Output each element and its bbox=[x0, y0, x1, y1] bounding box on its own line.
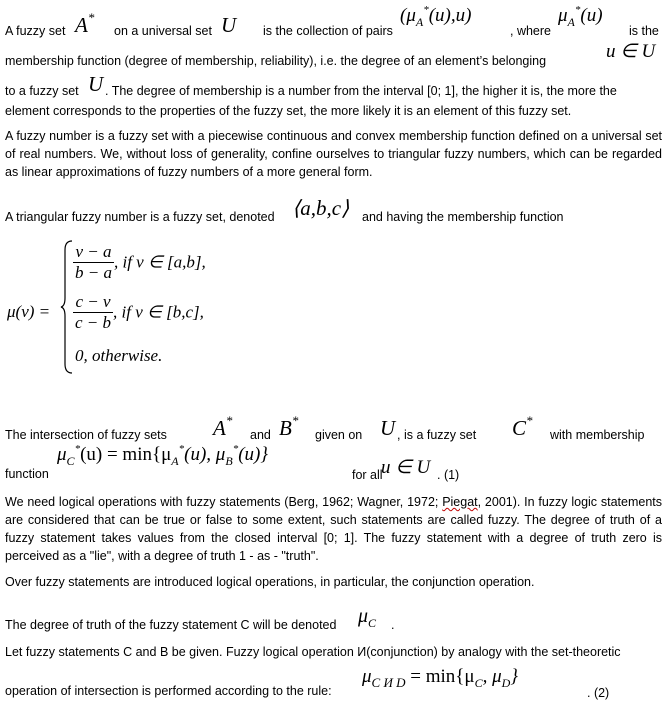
math-U: U bbox=[380, 416, 396, 440]
math-C-star: C* bbox=[512, 413, 533, 440]
text: with membership bbox=[550, 428, 645, 442]
math-u-in-U: u ∈ U bbox=[606, 41, 656, 62]
text: The intersection of fuzzy sets bbox=[5, 428, 167, 442]
math-U: U bbox=[88, 72, 104, 96]
text: , is a fuzzy set bbox=[397, 428, 477, 442]
math-pair: $(\mu_A^*(u),u)$ bbox=[400, 4, 472, 29]
p1-line1 bbox=[5, 4, 662, 43]
equation-number: . (2) bbox=[587, 686, 610, 700]
math-mu-C: $\mu_C$ bbox=[358, 605, 377, 630]
text: is the collection of pairs bbox=[263, 24, 393, 38]
p7-line bbox=[5, 603, 662, 635]
p4-intersection bbox=[5, 410, 662, 480]
text: . The degree of membership is a number from the interval [0; 1], the higher it is, the more the bbox=[105, 84, 617, 98]
text: on a universal set bbox=[114, 24, 212, 38]
equation-number: . (1) bbox=[437, 468, 460, 482]
formula-lhs: μ(v) = bbox=[7, 302, 51, 321]
text: given on bbox=[315, 428, 363, 442]
text: function bbox=[5, 467, 49, 481]
p8-line2 bbox=[5, 662, 662, 702]
case1: $\frac{v - a}{b - a}$ , if v ∈ [a,b], bbox=[75, 242, 206, 282]
math-u-in-U: u ∈ U bbox=[381, 457, 431, 478]
p1-line2: membership function (degree of membership, reliability), i.e. the degree of an element’s belonging bbox=[5, 54, 547, 68]
text: . bbox=[391, 618, 395, 632]
math-B-star: B* bbox=[279, 413, 299, 440]
math-tuple: ⟨a,b,c⟩ bbox=[292, 196, 350, 220]
text: and bbox=[250, 428, 271, 442]
text: to a fuzzy set bbox=[5, 84, 79, 98]
paragraph-conjunction: Over fuzzy statements are introduced logical operations, in particular, the conjunction operation. bbox=[5, 575, 535, 589]
math-A-star: A* bbox=[213, 413, 233, 440]
p3-line bbox=[5, 196, 662, 226]
paragraph-fuzzy-number: A fuzzy number is a fuzzy set with a piecewise continuous and convex membership function defined on a universal set of real numbers. We, without loss of generality, confine ourselves to triangular fuzzy numbers, which can be regarded as linear approximations of fuzzy numbers of a more general form. bbox=[5, 129, 662, 179]
equation-2: $\mu_{C И D} = \min\{\mu_C$, $\mu_D$} bbox=[362, 666, 518, 690]
text: and having the membership function bbox=[362, 210, 564, 224]
math-A-star: A* bbox=[75, 10, 95, 37]
text: is the bbox=[629, 24, 659, 38]
math-U: U bbox=[221, 13, 237, 37]
equation-1: $\mu_C^*(u) = \min\{\mu_A^*(u)$, $\mu_B^*(u)$} bbox=[57, 443, 268, 468]
membership-formula bbox=[5, 238, 305, 378]
case2: $\frac{c - v}{c - b}$ , if v ∈ [b,c], bbox=[75, 292, 204, 332]
text: for all bbox=[352, 468, 383, 482]
math-mu-A: $\mu_A^*(u)$ bbox=[558, 4, 603, 29]
p1-line3 bbox=[5, 70, 662, 98]
left-brace bbox=[60, 240, 74, 374]
text: operation of intersection is performed according to the rule: bbox=[5, 684, 332, 698]
text: A triangular fuzzy number is a fuzzy set, denoted bbox=[5, 210, 275, 224]
p8-line1: Let fuzzy statements C and B be given. Fuzzy logical operation И(conjunction) by analogy with the set-theoretic bbox=[5, 645, 621, 659]
text: The degree of truth of the fuzzy statement C will be denoted bbox=[5, 618, 337, 632]
p1-line4: element corresponds to the properties of the fuzzy set, the more likely it is an element of this fuzzy set. bbox=[5, 104, 572, 118]
text: , where bbox=[510, 24, 551, 38]
case3: 0, otherwise. bbox=[75, 346, 163, 365]
misspelled-word: Piegat bbox=[442, 495, 478, 509]
text: A fuzzy set bbox=[5, 24, 66, 38]
paragraph-logical-operations: We need logical operations with fuzzy statements (Berg, 1962; Wagner, 1972; Piegat, 2001). In fuzzy logic statements are considered that can be true or false to some extent, such statements are called fuzzy. The degree of truth of a fuzzy statement takes values from the closed interval [0; 1]. The fuzzy statement with a degree of truth zero is perceived as a "lie", with a degree of truth 1 - as - "truth". bbox=[5, 495, 662, 563]
